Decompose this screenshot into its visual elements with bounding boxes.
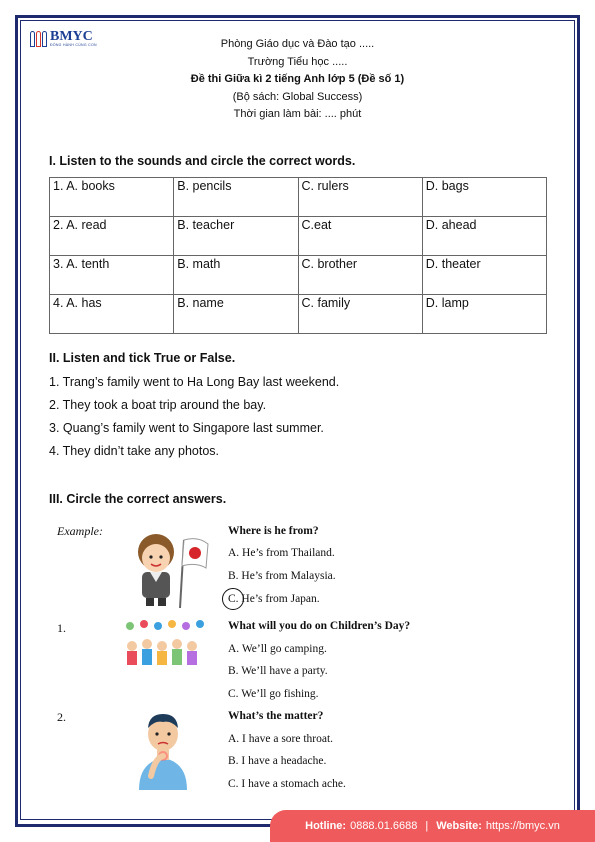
sounds-table xyxy=(49,177,547,334)
logo-brand: BMYC xyxy=(50,29,93,44)
table-cell: 1. A. books xyxy=(50,178,174,217)
table-cell: 2. A. read xyxy=(50,217,174,256)
table-cell: D. ahead xyxy=(422,217,546,256)
table-cell: D. lamp xyxy=(422,295,546,334)
boy-sore-throat-illustration xyxy=(133,706,193,790)
header-school: Trường Tiểu học ..... xyxy=(247,55,348,68)
table-cell: C. family xyxy=(298,295,422,334)
example-question: Where is he from? xyxy=(228,525,319,537)
table-cell: B. math xyxy=(174,256,298,295)
table-cell: C. brother xyxy=(298,256,422,295)
boy-with-japan-flag-illustration xyxy=(132,526,212,610)
table-cell: 3. A. tenth xyxy=(50,256,174,295)
table-row xyxy=(50,217,547,256)
page-inner-border xyxy=(20,20,575,820)
table-row xyxy=(50,256,547,295)
hotline-label: Hotline: xyxy=(305,820,347,832)
table-row xyxy=(50,295,547,334)
example-label: Example: xyxy=(57,524,103,538)
section3-title: III. Circle the correct answers. xyxy=(49,492,227,506)
hotline-number[interactable]: 0888.01.6688 xyxy=(350,820,418,832)
table-cell: B. name xyxy=(174,295,298,334)
children-party-illustration xyxy=(122,618,208,676)
example-option-a: A. He’s from Thailand. xyxy=(228,547,335,559)
q1-option-a: A. We’ll go camping. xyxy=(228,643,327,655)
logo-slogan: ĐỒNG HÀNH CÙNG CON xyxy=(50,43,97,47)
q2-option-b: B. I have a headache. xyxy=(228,755,327,767)
example-option-b: B. He’s from Malaysia. xyxy=(228,570,336,582)
tf-item-2: 2. They took a boat trip around the bay. xyxy=(49,398,267,412)
exam-header xyxy=(0,36,595,124)
table-cell: B. teacher xyxy=(174,217,298,256)
q1-option-b: B. We’ll have a party. xyxy=(228,665,328,677)
table-cell: B. pencils xyxy=(174,178,298,217)
tf-item-1: 1. Trang’s family went to Ha Long Bay last weekend. xyxy=(49,375,340,389)
table-cell: D. theater xyxy=(422,256,546,295)
contact-footer xyxy=(270,810,595,842)
q1-option-c: C. We’ll go fishing. xyxy=(228,688,319,700)
website-label: Website: xyxy=(436,820,482,832)
q2-option-a: A. I have a sore throat. xyxy=(228,733,334,745)
header-book: (Bộ sách: Global Success) xyxy=(232,90,363,103)
q1-label: 1. xyxy=(57,621,66,635)
table-cell: C. rulers xyxy=(298,178,422,217)
website-link[interactable]: https://bmyc.vn xyxy=(485,820,560,832)
table-cell: 4. A. has xyxy=(50,295,174,334)
example-option-c: C. He’s from Japan. xyxy=(228,593,320,605)
q1-question: What will you do on Children’s Day? xyxy=(228,620,411,632)
answer-circle xyxy=(222,588,244,610)
section2-title: II. Listen and tick True or False. xyxy=(49,351,236,365)
tf-item-4: 4. They didn’t take any photos. xyxy=(49,444,220,458)
q2-option-c: C. I have a stomach ache. xyxy=(228,778,346,790)
table-row xyxy=(50,178,547,217)
header-time: Thời gian làm bài: .... phút xyxy=(233,108,362,120)
section1-title: I. Listen to the sounds and circle the correct words. xyxy=(49,154,356,168)
footer-separator: | xyxy=(425,820,429,832)
table-cell: C.eat xyxy=(298,217,422,256)
header-exam-title: Đề thi Giữa kì 2 tiếng Anh lớp 5 (Đề số 1) xyxy=(190,73,405,85)
q2-label: 2. xyxy=(57,710,66,724)
tf-item-3: 3. Quang’s family went to Singapore last summer. xyxy=(49,421,324,435)
q2-question: What’s the matter? xyxy=(228,710,324,722)
table-cell: D. bags xyxy=(422,178,546,217)
header-department: Phòng Giáo dục và Đào tạo ..... xyxy=(220,38,375,50)
